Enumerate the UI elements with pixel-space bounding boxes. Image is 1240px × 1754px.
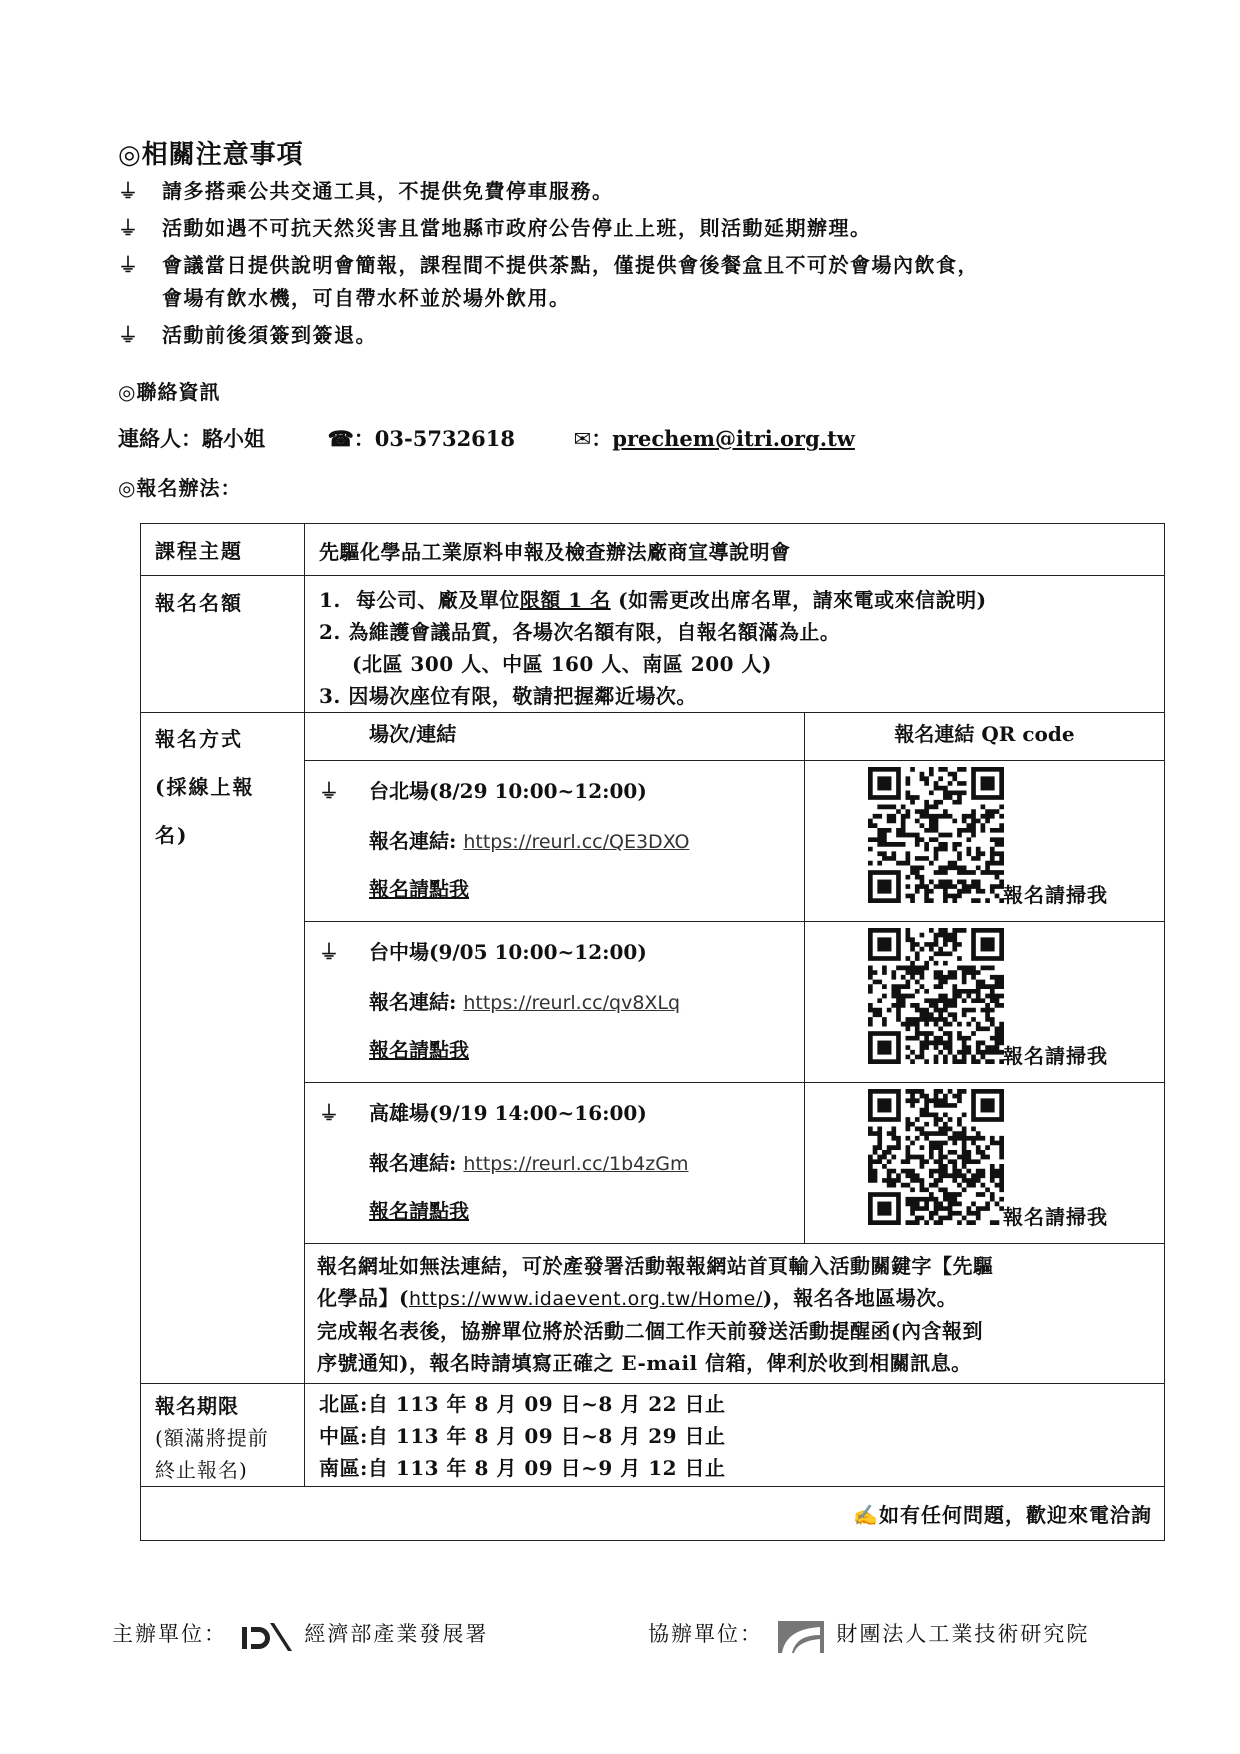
session-url-link[interactable]: https://reurl.cc/qv8XLq <box>463 992 681 1014</box>
table-row-deadline <box>141 1384 1165 1487</box>
method-extra-text: 報名網址如無法連結，可於產發署活動報報網站首頁輸入活動關鍵字【先驅 化學品】(https://www.idaevent.org.tw/Home/)，報名各地區場次。 完成報名表後，協辦單位將於活動二個工作天前發送活動提醒函(內含報到 序號通知)，報名時請填寫正確之 E-mail 信箱，俾利於收到相關訊息。 <box>317 1254 994 1375</box>
register-click-link[interactable]: 報名請點我 <box>369 1199 469 1223</box>
list-item: ⏚ 活動前後須簽到簽退。 <box>118 319 979 352</box>
notes-title: ◎相關注意事項 <box>118 140 304 170</box>
table-row-session-kaohsiung: ⏚ 高雄場(9/19 14:00~16:00) 報名連結: https://reurl.cc/1b4zGm 報名請點我 報名請掃我 <box>141 1083 1165 1244</box>
table-row-session-taipei: ⏚ 台北場(8/29 10:00~12:00) 報名連結: https://reurl.cc/QE3DXO 報名請點我 報名請掃我 <box>141 761 1165 922</box>
table-row-method-header <box>141 713 1165 761</box>
register-click-link[interactable]: 報名請點我 <box>369 1038 469 1062</box>
bullet-icon: ⏚ <box>319 940 339 964</box>
scan-label: 報名請掃我 <box>1003 1205 1108 1229</box>
notes-list <box>118 175 979 352</box>
idaevent-link[interactable]: https://www.idaevent.org.tw/Home/ <box>408 1288 763 1310</box>
mail-icon: ✉ <box>573 427 592 451</box>
bullet-icon: ⏚ <box>118 323 140 347</box>
bullet-icon: ⏚ <box>118 253 140 277</box>
list-item: ⏚ 活動如遇不可抗天然災害且當地縣市政府公告停止上班，則活動延期辦理。 <box>118 212 979 245</box>
list-item-continued: 會場有飲水機，可自帶水杯並於場外飲用。 <box>162 286 571 310</box>
inquiry-note: ✍如有任何問題，歡迎來電洽詢 <box>853 1503 1152 1527</box>
registration-table <box>140 523 1165 1541</box>
topic-value: 先驅化學品工業原料申報及檢查辦法廠商宣導說明會 <box>319 540 791 564</box>
contact-person: 連絡人：駱小姐 <box>118 426 265 451</box>
scan-label: 報名請掃我 <box>1003 883 1108 907</box>
session-title: 台中場(9/05 10:00~12:00) <box>369 940 647 964</box>
quota-list: 1. 每公司、廠及單位限額 1 名 (如需更改出席名單，請來電或來信說明) 2. 為維護會議品質，各場次名額有限，自報名額滿為止。 (北區 300 人、中區 160 人、南區 200 人) 3. 因場次座位有限，敬請把握鄰近場次。 <box>319 588 987 708</box>
host-label: 主辦單位： <box>112 1622 227 1646</box>
session-title: 高雄場(9/19 14:00~16:00) <box>369 1101 647 1125</box>
host-name: 經濟部產業發展署 <box>304 1622 489 1646</box>
itri-logo-icon <box>772 1619 828 1653</box>
method-label: 報名方式 (採線上報 名) <box>155 727 255 847</box>
list-item: ⏚ 會議當日提供說明會簡報，課程間不提供茶點，僅提供會後餐盒且不可於會場內飲食， <box>118 249 979 282</box>
contact-title: ◎聯絡資訊 <box>118 380 221 404</box>
bullet-icon: ⏚ <box>319 1101 339 1125</box>
registration-title: ◎報名辦法： <box>118 476 242 500</box>
footer-co <box>648 1618 1089 1653</box>
deadline-label: 報名期限 (額滿將提前 終止報名) <box>155 1394 269 1482</box>
table-row-inquiry <box>141 1487 1165 1541</box>
co-label: 協辦單位： <box>648 1622 763 1646</box>
quota-limit: 限額 1 名 <box>519 588 611 612</box>
bullet-icon: ⏚ <box>118 216 140 240</box>
ida-logo-icon <box>236 1619 296 1653</box>
col-qr-header: 報名連結 QR code <box>894 722 1075 746</box>
register-click-link[interactable]: 報名請點我 <box>369 877 469 901</box>
session-url-link[interactable]: https://reurl.cc/1b4zGm <box>463 1153 689 1175</box>
deadline-list: 北區:自 113 年 8 月 09 日~8 月 22 日止 中區:自 113 年 8 月 09 日~8 月 29 日止 南區:自 113 年 8 月 09 日~9 月 12 日止 <box>319 1392 726 1480</box>
list-item: ⏚ 請多搭乘公共交通工具，不提供免費停車服務。 <box>118 175 979 208</box>
col-session-header: 場次/連結 <box>369 722 457 746</box>
contact-line: 連絡人：駱小姐 ☎：03-5732618 ✉：prechem@itri.org.tw <box>118 426 855 451</box>
qr-code-icon[interactable] <box>868 928 1004 1064</box>
phone-icon: ☎ <box>327 426 354 451</box>
scan-label: 報名請掃我 <box>1003 1044 1108 1068</box>
session-url-link[interactable]: https://reurl.cc/QE3DXO <box>463 831 690 853</box>
contact-phone: ：03-5732618 <box>353 426 516 451</box>
co-name: 財團法人工業技術研究院 <box>836 1622 1090 1646</box>
bullet-icon: ⏚ <box>319 779 339 803</box>
table-row-topic <box>141 524 1165 576</box>
footer-host <box>112 1618 488 1653</box>
topic-label: 課程主題 <box>155 539 243 563</box>
table-row-session-taichung: ⏚ 台中場(9/05 10:00~12:00) 報名連結: https://reurl.cc/qv8XLq 報名請點我 報名請掃我 <box>141 922 1165 1083</box>
qr-code-icon[interactable] <box>868 767 1004 903</box>
bullet-icon: ⏚ <box>118 179 140 203</box>
quota-label: 報名名額 <box>155 591 243 615</box>
qr-code-icon[interactable] <box>868 1089 1004 1225</box>
table-row-quota <box>141 576 1165 713</box>
session-title: 台北場(8/29 10:00~12:00) <box>369 779 647 803</box>
email-link[interactable]: prechem@itri.org.tw <box>612 426 855 451</box>
